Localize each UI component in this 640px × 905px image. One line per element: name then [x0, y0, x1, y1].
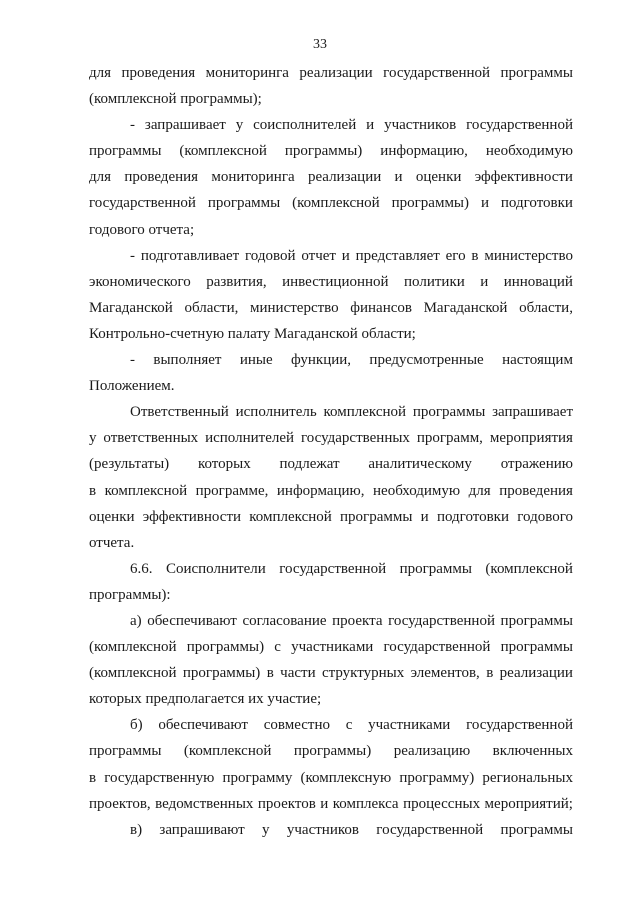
word: оценки [415, 169, 462, 186]
word: подготовки [436, 508, 510, 525]
word: реализации [307, 169, 382, 186]
word: инвестиционной [282, 273, 389, 290]
word: мероприятия [489, 430, 573, 447]
word: б) [130, 717, 143, 734]
word: - [130, 352, 135, 369]
word: обеспечивают [158, 717, 248, 734]
text-line: которых предполагается их участие; [89, 691, 322, 708]
word: у [235, 117, 244, 134]
word: государственной [279, 560, 387, 577]
word: информацию, [276, 482, 365, 499]
word: ответственных [103, 430, 199, 447]
word: политики [404, 273, 465, 290]
word: и [480, 273, 489, 290]
word: включенных [492, 743, 573, 760]
word: Магаданской [423, 299, 508, 316]
word: необходимую [485, 143, 573, 160]
word: в [266, 665, 274, 682]
word: программы) [186, 639, 265, 656]
word: государственную [104, 769, 215, 786]
word: реализации [499, 665, 573, 682]
text-line [89, 791, 573, 817]
word: программы [500, 65, 573, 81]
text-line [89, 556, 573, 582]
text-line [89, 269, 573, 295]
word: программы) [293, 743, 372, 760]
word: у [89, 430, 97, 447]
word: комплексной [323, 404, 407, 421]
text-line: Положением. [89, 378, 175, 395]
word: процессных [403, 795, 481, 812]
word: и [480, 195, 489, 212]
word: подлежат [279, 456, 340, 473]
word: Соисполнители [165, 560, 266, 577]
word: проведения [124, 169, 199, 186]
word: - [130, 117, 135, 134]
word: программы [500, 821, 573, 838]
word: участниками [368, 717, 451, 734]
word: а) [130, 612, 142, 629]
text-line: Контрольно-счетную палату Магаданской области; [89, 325, 416, 342]
word: программы [500, 612, 573, 629]
text-line [89, 634, 573, 660]
word: согласование [242, 612, 327, 629]
word: представляет [355, 247, 440, 264]
word: финансов [350, 299, 412, 316]
word: обеспечивают [147, 612, 237, 629]
text-line [89, 817, 573, 843]
word: программы) [284, 143, 363, 160]
text-line [89, 765, 573, 791]
word: программы [500, 639, 573, 656]
word: мероприятий; [484, 795, 573, 812]
text-line [89, 712, 573, 738]
word: (комплексной [89, 639, 177, 656]
word: программы) [182, 665, 261, 682]
text-line [89, 164, 573, 190]
word: программы [89, 743, 162, 760]
text-line: годового отчета; [89, 221, 195, 238]
word: (комплексной [183, 743, 272, 760]
word: программу) [399, 769, 475, 786]
word: подготовки [500, 195, 573, 212]
word: 6.6. [130, 560, 153, 577]
word: для [89, 169, 112, 186]
word: комплекса [332, 795, 399, 812]
word: государственной [466, 717, 573, 734]
word: исполнителей [205, 430, 295, 447]
word: и [394, 169, 403, 186]
word: проведения [499, 482, 573, 499]
word: которых [197, 456, 251, 473]
word: части [280, 665, 316, 682]
word: в [486, 665, 494, 682]
word: настоящим [502, 352, 573, 369]
word: участников [384, 117, 457, 134]
word: и [366, 117, 375, 134]
word: программы [340, 508, 413, 525]
word: программы [89, 143, 162, 160]
word: его [445, 247, 466, 264]
text-line [89, 112, 573, 138]
word: государственной [466, 117, 573, 134]
word: в) [130, 821, 143, 838]
word: оценки [89, 508, 135, 525]
text-line [89, 295, 573, 321]
word: реализацию [393, 743, 471, 760]
document-body [89, 60, 573, 843]
page-number: 33 [313, 37, 327, 52]
word: Ответственный [130, 404, 229, 421]
word: эффективности [142, 508, 242, 525]
word: программ, [416, 430, 483, 447]
word: государственной [376, 821, 484, 838]
word: Магаданской [89, 299, 173, 316]
text-line: программы): [89, 586, 171, 603]
word: функции, [291, 352, 352, 369]
word: выполняет [153, 352, 222, 369]
word: для [468, 482, 491, 499]
word: запрашивает [492, 404, 573, 421]
word: министерство [250, 299, 339, 316]
text-line [89, 608, 573, 634]
word: программы [412, 404, 486, 421]
word: у [262, 821, 270, 838]
text-line [89, 190, 573, 216]
word: (комплексной [292, 195, 380, 212]
word: подготавливает [140, 247, 240, 264]
word: годового [517, 508, 573, 525]
word: реализации [299, 65, 373, 81]
word: запрашивают [159, 821, 245, 838]
word: (комплексной [485, 560, 573, 577]
word: (комплексной [179, 143, 267, 160]
word: мониторинга [211, 169, 295, 186]
word: годовой [245, 247, 296, 264]
word: участниками [291, 639, 374, 656]
word: информацию, [380, 143, 468, 160]
text-line [89, 60, 573, 86]
word: ведомственных [155, 795, 254, 812]
text-line [89, 504, 573, 530]
word: предусмотренные [369, 352, 484, 369]
word: проведения [121, 65, 196, 81]
word: в [471, 247, 479, 264]
word: государственной [383, 639, 491, 656]
word: мониторинга [205, 65, 289, 81]
word: государственной [89, 195, 196, 212]
word: в [89, 482, 97, 499]
word: государственной [383, 65, 491, 81]
word: инноваций [503, 273, 573, 290]
word: экономического [89, 273, 191, 290]
word: государственных [300, 430, 410, 447]
word: программы [207, 195, 281, 212]
word: программы) [391, 195, 470, 212]
word: соисполнителей [253, 117, 357, 134]
text-line [89, 451, 573, 477]
word: с [274, 639, 281, 656]
text-line [89, 243, 573, 269]
word: - [130, 247, 135, 264]
word: структурных [321, 665, 405, 682]
word: области, [519, 299, 573, 316]
text-line [89, 660, 573, 686]
word: развития, [206, 273, 267, 290]
word: программы [399, 560, 472, 577]
word: проектов, [89, 795, 151, 812]
word: программу [222, 769, 293, 786]
text-line [89, 138, 573, 164]
text-line [89, 399, 573, 425]
word: проекта [332, 612, 383, 629]
word: региональных [482, 769, 573, 786]
word: необходимую [373, 482, 461, 499]
text-line: (комплексной программы); [89, 91, 262, 108]
word: программе, [195, 482, 269, 499]
word: области, [184, 299, 239, 316]
word: и [420, 508, 429, 525]
text-line [89, 425, 573, 451]
word: совместно [263, 717, 330, 734]
word: иные [239, 352, 273, 369]
word: комплексной [104, 482, 188, 499]
text-line [89, 738, 573, 764]
word: эффективности [474, 169, 573, 186]
word: (комплексную [300, 769, 392, 786]
word: отражению [500, 456, 573, 473]
word: с [345, 717, 353, 734]
word: проектов [257, 795, 316, 812]
word: и [320, 795, 329, 812]
text-line [89, 347, 573, 373]
word: в [89, 769, 97, 786]
word: (результаты) [89, 456, 170, 473]
word: участников [286, 821, 359, 838]
text-line [89, 478, 573, 504]
word: государственной [388, 612, 495, 629]
word: (комплексной [89, 665, 177, 682]
word: запрашивает [144, 117, 226, 134]
word: для [89, 65, 112, 81]
word: элементов, [410, 665, 480, 682]
word: исполнитель [235, 404, 317, 421]
word: и [341, 247, 350, 264]
word: аналитическому [368, 456, 472, 473]
word: министерство [484, 247, 573, 264]
word: отчет [301, 247, 336, 264]
text-line: отчета. [89, 534, 135, 551]
word: комплексной [249, 508, 332, 525]
